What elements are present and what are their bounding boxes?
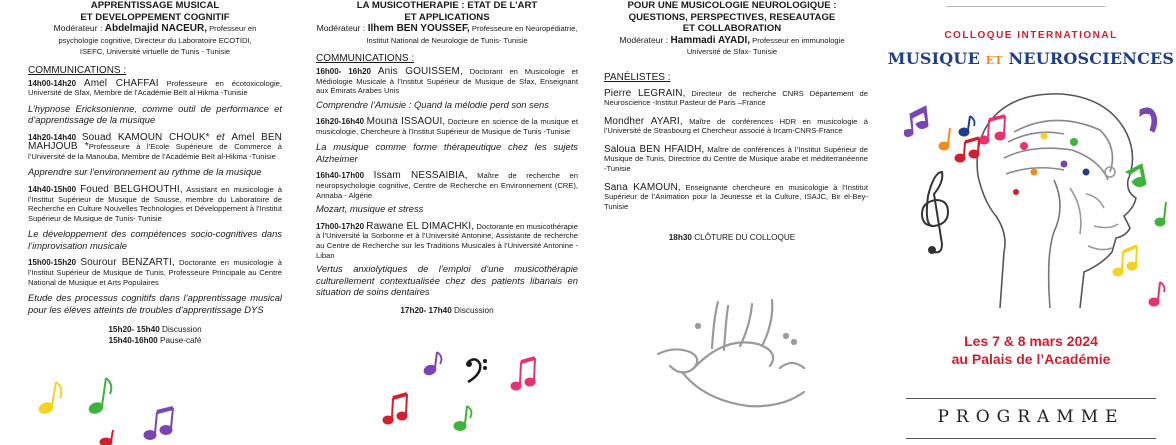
talk-entry (316, 222, 578, 260)
session-title (596, 0, 868, 35)
beamed-notes-icon (144, 408, 173, 440)
beamed-notes-icon (979, 116, 1005, 144)
speaker-name: Mouna ISSAOUI, (366, 116, 446, 128)
music-notes-decoration (30, 370, 280, 445)
session-title-line: POUR UNE MUSICOLOGIE NEUROLOGIQUE : (627, 0, 837, 11)
bass-clef-icon (467, 359, 487, 382)
session-title-line: QUESTIONS, PERSPECTIVES, RESEAUTAGE (628, 11, 836, 23)
discussion-line (28, 325, 282, 336)
speaker-name: Amel CHAFFAI (83, 77, 159, 89)
talk-time: 14h40-15h00 (28, 184, 77, 194)
speaker-name: Amel BEN MAHJOUB * (28, 131, 282, 153)
treble-clef-icon (922, 172, 948, 253)
speaker-name: Issam NESSAIBIA, (373, 170, 468, 182)
event-dates (886, 332, 1176, 368)
beamed-notes-icon (1113, 246, 1137, 276)
speaker-name: Anis GOUISSEM, (377, 66, 463, 77)
top-divider (946, 0, 1106, 7)
session-title-line: ET DEVELOPPEMENT COGNITIF (80, 11, 230, 23)
programme-heading: PROGRAMME (937, 407, 1125, 427)
programme-rule-top (906, 398, 1156, 399)
head-silhouette-icon (977, 94, 1136, 308)
panelist-entry (604, 117, 868, 136)
moderator-affiliation: Professeur en immunologie (750, 35, 845, 45)
panelist-name: Pierre LEGRAIN, (604, 87, 686, 99)
event-title-part: ET (985, 54, 1003, 67)
talk-time: 15h00-15h20 (28, 258, 77, 268)
talk-entry (316, 67, 578, 96)
talk-time: 14h20-14h40 (28, 132, 77, 142)
panelist-name: Saloua BEN HFAIDH, (604, 143, 705, 155)
moderator-name: Hammadi AYADI, (670, 34, 751, 46)
panelist-affiliation: Maître de conférences HDR en musicologie à l’Université de Strasbourg et Chercheur associé à Ircam-CNRS-France (604, 116, 868, 136)
speaker-name: Sourour BENZARTI, (80, 257, 175, 269)
moderator-label: Modérateur : (316, 23, 368, 33)
eighth-note-icon (1149, 282, 1165, 306)
panelist-name: Mondher AYARI, (604, 115, 683, 127)
schedule-label: Discussion (159, 325, 202, 335)
schedule-label: CLÔTURE DU COLLOQUE (691, 233, 796, 243)
session-title-line: LA MUSICOTHERAPIE : ETAT DE L’ART (356, 0, 538, 11)
panelist-name: Sana KAMOUN, (604, 181, 681, 193)
beamed-notes-icon (955, 138, 979, 162)
talk-time: 16h40-17h00 (316, 171, 365, 181)
talk-title: Mozart, musique et stress (316, 203, 424, 215)
section-heading: COMMUNICATIONS : (28, 64, 127, 76)
color-dots (1013, 133, 1090, 196)
event-type: COLLOQUE INTERNATIONAL (944, 30, 1118, 41)
moderator-label: Modérateur : (53, 23, 105, 33)
event-date-line: Les 7 & 8 mars 2024 (964, 333, 1098, 349)
eighth-note-icon (423, 352, 442, 376)
schedule-time: 15h20- 15h40 (108, 325, 160, 335)
speaker-name: Rawane EL DIMACHKI, (366, 220, 475, 232)
panel-cover (886, 0, 1176, 445)
music-notes-decoration (380, 350, 560, 445)
beamed-notes-icon (511, 358, 535, 390)
speaker-affiliation: Professeure à l’Ecole Supérieure de Commerce à l’Université de la Manouba, Membre de l’Académie Beït al-Hikma -Tunisie (28, 142, 282, 161)
eighth-note-icon (939, 128, 950, 150)
event-venue-line: au Palais de l’Académie (951, 351, 1111, 367)
talk-title: Le développement des compétences socio-cognitives dans l’improvisation musicale (28, 228, 282, 251)
eighth-note-icon (1155, 202, 1166, 226)
session-title-line: ET APPLICATIONS (404, 11, 490, 23)
eighth-note-icon (959, 116, 975, 136)
moderator-affiliation: Professeur en (206, 24, 257, 33)
speaker-affiliation: Doctorante en musicothérapie à l’Université la Sorbonne et à l’Université Antonine, Assistante de recherche au Centre de Recherche sur les Traditions Musicales à l’Université Antonine - Liban (316, 221, 578, 260)
speaker-affiliation: Professeure en écotoxicologie, Université de Sfax, Membre de l’Académie Beït al Hikma -Tunisie (28, 78, 282, 98)
closing-line (596, 233, 868, 244)
speaker-name: Souad KAMOUN CHOUK* (81, 131, 210, 143)
brain-head-illustration (904, 76, 1174, 326)
talk-entry (28, 258, 282, 287)
speaker-affiliation: Docteure en science de la musique et musicologie, Chercheure à l’Institut Supérieur de Musique de Tunis -Tunisie (316, 117, 578, 136)
moderator-name: Ilhem BEN YOUSSEF, (367, 23, 470, 34)
beamed-notes-icon (904, 106, 928, 137)
section-heading: PANÉLISTES : (604, 71, 671, 83)
panel-session-musicologie (596, 0, 886, 445)
moderator-affiliation: Université de Sfax- Tunisie (686, 47, 778, 56)
session-title-line: APPRENTISSAGE MUSICAL (90, 0, 220, 11)
schedule-label: Discussion (451, 305, 494, 315)
speaker-affiliation: Doctorant en Musicologie et Médiologie Musicale à l’Institut Supérieur de Musique de Sfax, Enseignant aux Émirats Arabes Unis (316, 67, 578, 96)
talk-time: 16h20-16h40 (316, 117, 365, 127)
talk-entry (316, 117, 578, 136)
event-title-part: NEUROSCIENCES (1002, 49, 1175, 68)
moderator (596, 35, 868, 58)
talk-time: 17h00-17h20 (316, 221, 365, 231)
talk-entry (28, 79, 282, 98)
panelist-entry (604, 89, 868, 108)
event-title-part: MUSIQUE (887, 49, 986, 68)
talk-title: Comprendre l’Amusie : Quand la mélodie perd son sens (316, 98, 549, 110)
schedule-time: 18h30 (668, 233, 692, 243)
eighth-note-icon (100, 430, 113, 445)
panelist-affiliation: Enseignante chercheure en musicologie à l’Institut Supérieur de l’Animation pour la Jeunesse et la Culture, ISAJC, Bir el-Bey- Tunisie (604, 182, 868, 211)
speaker-affiliation: Doctorante en musicologie à l’Institut Supérieur de Musique de Tunis, Professeure Principale au Centre National de Musique et Arts Populaires (28, 258, 282, 287)
calligraphy-logo-icon (654, 296, 814, 416)
talk-title: La musique comme forme thérapeutique chez les sujets Alzheimer (316, 141, 578, 164)
moderator (316, 23, 578, 46)
moderator-label: Modérateur : (619, 34, 671, 45)
moderator-affiliation: psychologie cognitive, Directeur du Laboratoire ECOTIDI, (58, 35, 252, 45)
eighth-note-icon (88, 378, 112, 415)
moderator-name: Abdelmajid NACEUR, (104, 23, 207, 34)
event-title (886, 49, 1176, 68)
talk-entry (28, 185, 282, 223)
talk-entry (316, 171, 578, 200)
section-heading: COMMUNICATIONS : (316, 53, 415, 64)
beamed-notes-icon (383, 394, 407, 424)
talk-time: 14h00-14h20 (28, 78, 77, 88)
panelist-affiliation: Maître de conférences à l’Institut Supérieur de Musique de Tunis, Directrice du Centre de Musique arabe et méditerranéenne -Tunisie (604, 144, 868, 174)
session-title (28, 0, 282, 23)
panelist-entry (604, 183, 868, 212)
schedule-time: 17h20- 17h40 (400, 305, 452, 315)
session-title-line: ET COLLABORATION (682, 23, 782, 34)
moderator-affiliation: Institut National de Neurologie de Tunis- Tunisie (366, 35, 528, 45)
talk-title: Etude des processus cognitifs dans l’apprentissage musical pour les élèves atteints de troubles d’apprentissage DYS (28, 292, 282, 315)
programme-rule-bottom (906, 438, 1156, 439)
moderator-affiliation: Professeure en Neuropédiatrie, (469, 24, 578, 33)
talk-title: L’hypnose Ericksonienne, comme outil de performance et d’apprentissage de la musique (28, 102, 282, 126)
eighth-note-icon (38, 382, 62, 415)
moderator-affiliation: ISEFC, Université virtuelle de Tunis - Tunisie (79, 47, 231, 56)
talk-title: Vertus anxiolytiques de l’emploi d’une musicothérapie culturellement contextualisée chez des patients libanais en situation de soins dentaires (316, 263, 578, 298)
coffee-break-line (28, 336, 282, 347)
talk-entry (28, 133, 282, 162)
moderator (28, 23, 282, 58)
conjunction: et (209, 131, 232, 143)
schedule-label: Pause-café (157, 335, 202, 345)
speaker-affiliation: Assistant en musicologie à l’Institut Supérieur de Musique de Sousse, membre du Laboratoire de Recherche en Culture Nouvelles Technologies et Développement à l’Institut Supérieur de Musique de Tunis- Tunisie (28, 184, 282, 223)
speaker-name: Foued BELGHOUTHI, (80, 183, 183, 195)
speaker-affiliation: Maître de recherche en neuropsychologie cognitive, Centre de Recherche en Environnement (CRE), Annaba - Algérie (316, 171, 578, 200)
session-title (316, 0, 578, 23)
eighth-note-icon (1140, 108, 1157, 132)
schedule-time: 15h40-16h00 (108, 335, 158, 345)
talk-title: Apprendre sur l’environnement au rythme de la musique (28, 166, 262, 178)
talk-time: 16h00- 16h20 (316, 67, 371, 76)
panelist-affiliation: Directeur de recherche CNRS Département de Neuroscience -Institut Pasteur de Paris –France (604, 88, 868, 108)
discussion-line (316, 306, 578, 317)
panelist-entry (604, 145, 868, 174)
eighth-note-icon (454, 406, 471, 431)
